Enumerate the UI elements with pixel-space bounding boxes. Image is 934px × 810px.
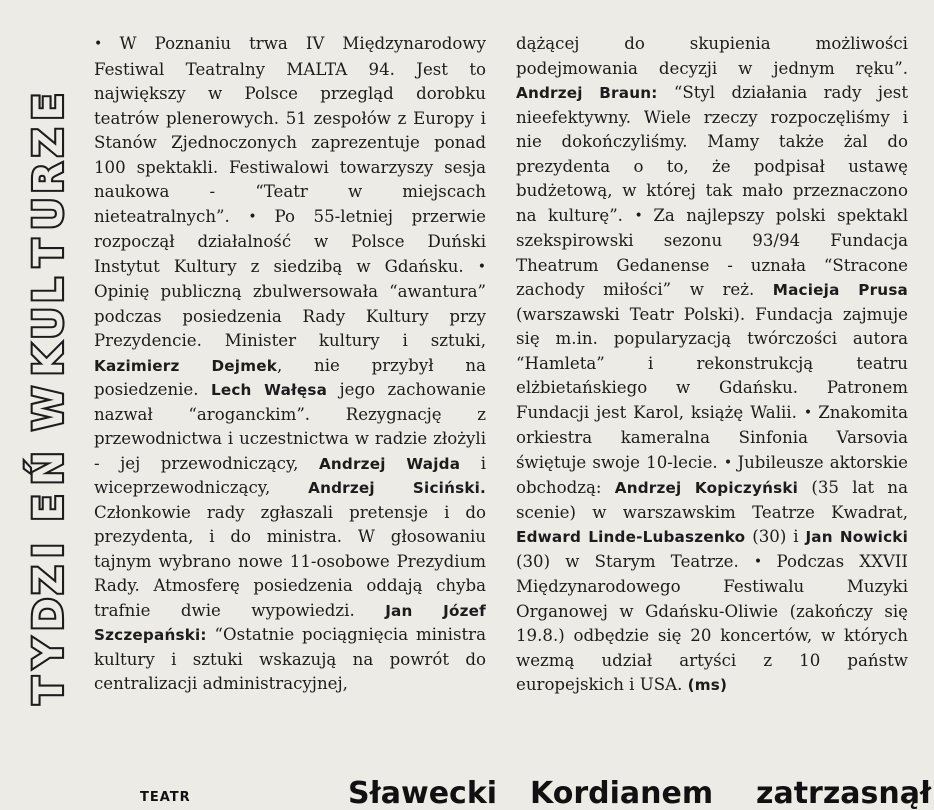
side-title-graphic [0, 22, 80, 712]
person-name: Andrzej Braun: [516, 84, 658, 102]
person-name: Lech Wałęsa [210, 381, 328, 399]
text-run: Członkowie rady zgłaszali pretensje i do prezydenta, i do ministra. W głosowaniu tajnym wybrano nowe 11-osobowe Prezydium Rady. Atmosferę posiedzenia oddają chyba trafnie dwie wypowiedzi. [94, 502, 486, 620]
text-run: Znakomita orkiestra kameralna Sinfonia Varsovia świętuje swoje 10-lecie. [516, 402, 908, 472]
bullet-separator: • [753, 553, 777, 570]
text-run: “Ostatnie pociągnięcia ministra kultury i sztuki wskazują na powrót do centralizacji administracyjnej, [94, 625, 486, 693]
headline-word-4: zatrzasnął [756, 776, 932, 810]
side-title-letter: Y [26, 638, 72, 668]
text-run: , nie przybył na posiedzenie. [94, 355, 486, 399]
headline-word-2: Sławecki [348, 776, 498, 810]
side-title-letter: W [26, 386, 72, 431]
text-run: Za najlepszy polski spektakl szekspirowski sezonu 93/94 Fundacja Theatrum Gedanense - uznała “Stracone zachody miłości” w reż. [516, 205, 909, 299]
text-run: (warszawski Teatr Polski). Fundacja zajmuje się m.in. popularyzacją twórczości autora “Hamleta” i rekonstrukcją teatru elżbietańskiego w Gdańsku. Patronem Fundacji jest Karol, książę Walii. [516, 304, 908, 422]
side-title-letter: Ń [26, 451, 72, 485]
text-run: (30) w Starym Teatrze. [516, 551, 754, 571]
text-run: Po 55-letniej przerwie rozpoczął działalność w Polsce Duński Instytut Kultury z siedzibą w Gdańsku. [94, 206, 486, 276]
text-run: Opinię publiczną zbulwersowała “awantura” podczas posiedzenia Rady Kultury przy Prezydencie. Minister kultury i sztuki, [94, 282, 486, 350]
text-run: jego zachowanie nazwał “aroganckim”. Rezygnację z przewodnictwa i uczestnictwa w radzie złożyli - jej przewodniczący, [94, 380, 486, 473]
side-title-letter: E [26, 494, 72, 522]
bullet-separator: • [634, 207, 654, 224]
text-run: Jubileusze aktorskie obchodzą: [516, 452, 908, 497]
side-title-letter: R [26, 162, 72, 194]
side-title-letter: U [26, 307, 72, 340]
side-title-letter: T [26, 239, 72, 267]
article-text-right [516, 32, 908, 698]
person-name: Andrzej Siciński. [308, 479, 486, 497]
article-text-left [94, 32, 486, 697]
person-name: Macieja Prusa [772, 281, 909, 299]
side-title-letter: T [26, 676, 72, 704]
person-name: Jan Nowicki [805, 528, 908, 546]
side-title-letter: E [26, 93, 72, 121]
text-run: “Styl działania rady jest nieefektywny. Wiele rzeczy rozpoczęliśmy i nie dokończyliśmy. Mamy także żal do prezydenta o to, że podpisał ustawę budżetową, w której tak mało przeznaczono na kulturę”. [516, 83, 908, 225]
headline-word-1: TEATR [140, 790, 191, 805]
side-title-letter: U [26, 197, 72, 230]
next-article-headline [0, 770, 934, 810]
side-title-letter: Z [26, 127, 72, 157]
article-column-left [94, 32, 486, 697]
article-column-right [516, 32, 908, 698]
text-run: i wiceprzewodniczący, [94, 453, 487, 497]
bullet-separator: • [803, 404, 819, 421]
side-title-letter: L [26, 277, 72, 303]
text-run: (35 lat na scenie) w warszawskim Teatrze Kwadrat, [516, 478, 908, 522]
bullet-separator: • [94, 36, 120, 52]
person-name: Andrzej Wajda [318, 454, 461, 473]
bullet-separator: • [248, 208, 275, 225]
bullet-separator: • [723, 454, 738, 471]
text-run: Podczas XXVII Międzynarodowego Festiwalu Muzyki Organowej w Gdańsku-Oliwie (zakończy się 19.8.) odbędzie się 20 koncertów, w których wezmą udział artyści z 10 państw europejskich i USA. [516, 551, 908, 694]
text-run: W Poznaniu trwa IV Międzynarodowy Festiwal Teatralny MALTA 94. Jest to największy w Polsce przegląd dorobku teatrów plenerowych. 51 zespołów z Europy i Stanów Zjednoczonych zaprezentuje ponad 100 spektakli. Festiwalowi towarzyszy sesja naukowa - “Teatr w miejscach nieteatralnych”. [94, 34, 486, 226]
side-title-letter: D [26, 597, 72, 631]
person-name: Andrzej Kopiczyński [614, 479, 799, 497]
side-title-letter: Z [26, 565, 72, 595]
text-run: dążącej do skupienia możliwości podejmowania decyzji w jednym ręku”. [516, 34, 908, 78]
text-run: (30) i [745, 527, 806, 546]
person-name: Jan Józef Szczepański: [94, 601, 486, 644]
person-name: (ms) [687, 676, 728, 694]
side-title-letter: I [26, 543, 72, 558]
side-title-letter: K [26, 345, 72, 376]
person-name: Edward Linde-Lubaszenko [516, 528, 746, 546]
headline-word-3: Kordianem [530, 776, 714, 810]
bullet-separator: • [477, 258, 486, 275]
person-name: Kazimierz Dejmek [94, 356, 278, 375]
side-title-vertical [0, 22, 80, 702]
